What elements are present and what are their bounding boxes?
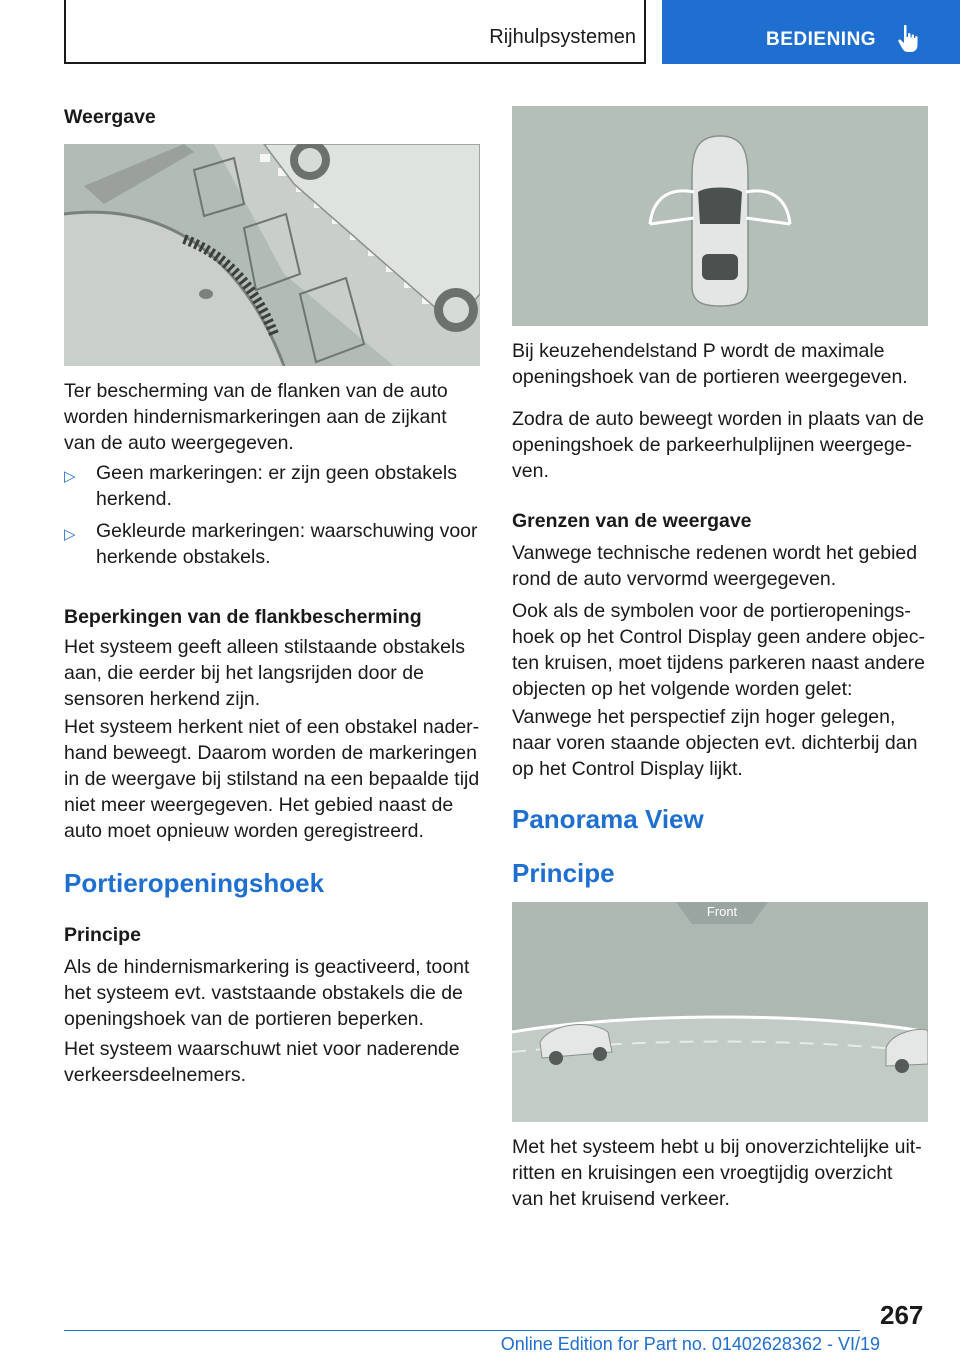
weergave-heading: Weergave (64, 106, 156, 128)
paragraph: Vanwege technische redenen wordt het gebied rond de auto vervormd weergegeven. (512, 542, 918, 590)
triangle-bullet-icon: ▷ (64, 526, 76, 543)
chapter-heading: Panorama View (512, 804, 704, 834)
section-heading: Principe (64, 924, 141, 946)
paragraph: Met het systeem hebt u bij onoverzichtelijke uitritten en kruisingen een vroegtijdig overzicht van het kruisend verkeer. (512, 1136, 922, 1210)
section-heading: Principe (512, 858, 615, 888)
section-heading: Beperkingen van de flankbescherming (64, 606, 422, 628)
footer-divider (64, 1330, 860, 1331)
section-title: Rijhulpsystemen (489, 26, 636, 48)
paragraph: Bij keuzehendelstand P wordt de maximale openingshoek van de portieren weergegeven. (512, 340, 908, 388)
chapter-title: BEDIENING (766, 29, 877, 50)
paragraph: Het systeem waarschuwt niet voor naderende verkeersdeelnemers. (64, 1038, 460, 1086)
paragraph: Zodra de auto beweegt worden in plaats van de openingshoek de parkeerhulplijnen weergegeven. (512, 408, 924, 482)
chapter-heading: Portieropeningshoek (64, 868, 325, 898)
paragraph: Vanwege het perspectief zijn hoger gelegen, naar voren staande objecten evt. dichterbij dan op het Control Display lijkt. (512, 706, 918, 780)
front-label: Front (706, 904, 738, 919)
paragraph: Ter bescherming van de flanken van de auto worden hindernismarkeringen aan de zijkant van de auto weergegeven. (64, 380, 448, 454)
door-angle-figure (512, 106, 928, 326)
hand-pointer-icon (896, 24, 920, 54)
paragraph: Het systeem herkent niet of een obstakel naderhand beweegt. Daarom worden de markeringen in de weergave bij stilstand na een bepaalde tijd niet meer weergegeven. Het gebied naast de auto moet opnieuw worden geregistreerd. (64, 716, 480, 842)
paragraph: Het systeem geeft alleen stilstaande obstakels aan, die eerder bij het langsrijden door de sensoren herkend zijn. (64, 636, 466, 710)
triangle-bullet-icon: ▷ (64, 468, 76, 485)
section-heading: Grenzen van de weergave (512, 510, 752, 532)
paragraph: Als de hindernismarkering is geactiveerd, toont het systeem evt. vaststaande obstakels die de openingshoek van de portieren beperken. (64, 956, 470, 1030)
paragraph: Ook als de symbolen voor de portieropeningshoek op het Control Display geen andere objecten kruisen, moet tijdens parkeren naast andere objecten op het volgende worden gelet: (512, 600, 926, 700)
edition-text: Online Edition for Part no. 01402628362 - VI/19 (500, 1334, 880, 1354)
side-protection-figure (64, 144, 480, 366)
page-number: 267 (880, 1300, 924, 1330)
chapter-tab[interactable] (662, 0, 960, 64)
panorama-view-figure (512, 902, 928, 1122)
panorama-scene (512, 902, 928, 1122)
